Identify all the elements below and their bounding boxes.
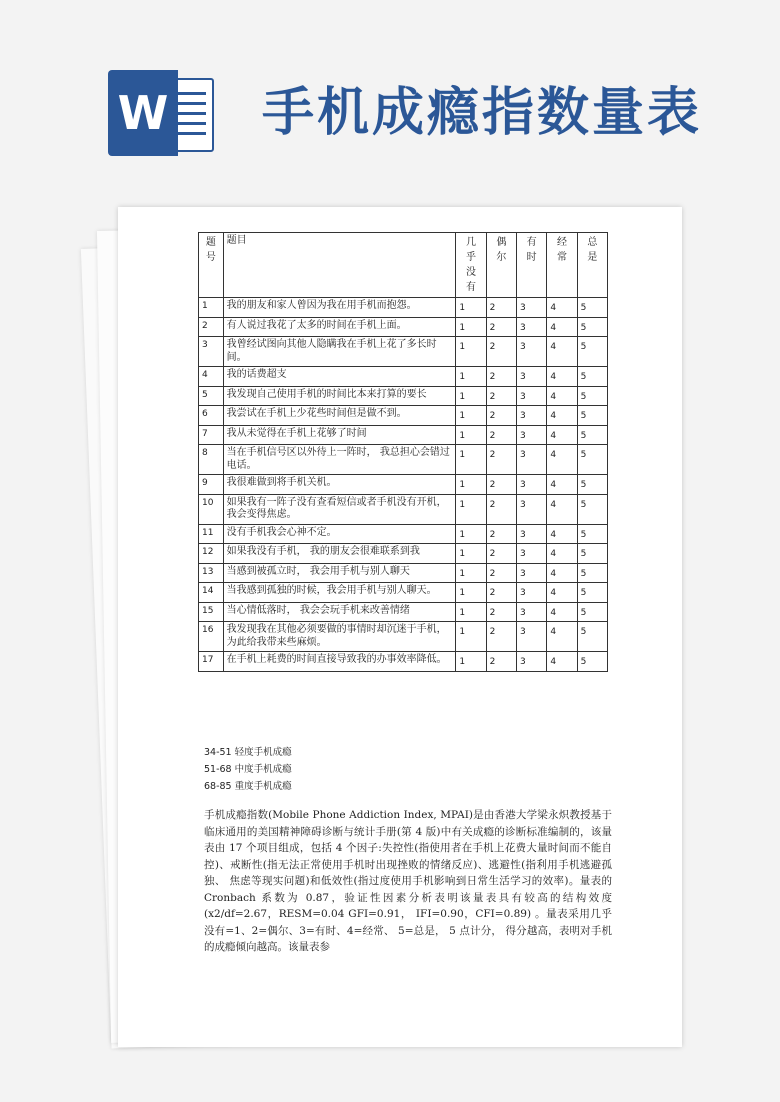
row-number: 9 bbox=[199, 475, 224, 495]
row-question: 如果我有一阵子没有查看短信或者手机没有开机， 我会变得焦虑。 bbox=[223, 494, 456, 524]
row-score: 5 bbox=[577, 475, 607, 495]
row-score: 2 bbox=[486, 386, 516, 406]
row-question: 在手机上耗费的时间直接导致我的办事效率降低。 bbox=[223, 652, 456, 672]
row-score: 1 bbox=[456, 406, 486, 426]
row-score: 2 bbox=[486, 622, 516, 652]
table-row bbox=[199, 494, 608, 524]
row-number: 16 bbox=[199, 622, 224, 652]
row-score: 4 bbox=[547, 583, 577, 603]
row-question: 我发现自己使用手机的时间比本来打算的要长 bbox=[223, 386, 456, 406]
table-row bbox=[199, 367, 608, 387]
row-score: 3 bbox=[516, 544, 546, 564]
table-row bbox=[199, 583, 608, 603]
level-mild: 34-51 轻度手机成瘾 bbox=[204, 747, 292, 758]
row-score: 2 bbox=[486, 298, 516, 318]
row-score: 5 bbox=[577, 563, 607, 583]
row-score: 3 bbox=[516, 494, 546, 524]
row-score: 1 bbox=[456, 494, 486, 524]
row-score: 4 bbox=[547, 602, 577, 622]
row-question: 有人说过我花了太多的时间在手机上面。 bbox=[223, 317, 456, 337]
row-number: 12 bbox=[199, 544, 224, 564]
table-header-row bbox=[199, 233, 608, 298]
header-option-2: 偶尔 bbox=[486, 233, 516, 298]
row-score: 3 bbox=[516, 317, 546, 337]
table-row bbox=[199, 445, 608, 475]
row-score: 4 bbox=[547, 652, 577, 672]
row-score: 1 bbox=[456, 475, 486, 495]
row-score: 1 bbox=[456, 298, 486, 318]
row-score: 1 bbox=[456, 367, 486, 387]
row-score: 2 bbox=[486, 475, 516, 495]
header bbox=[0, 0, 780, 200]
table-row bbox=[199, 337, 608, 367]
row-score: 5 bbox=[577, 544, 607, 564]
row-score: 3 bbox=[516, 602, 546, 622]
row-score: 2 bbox=[486, 367, 516, 387]
row-score: 2 bbox=[486, 425, 516, 445]
row-score: 3 bbox=[516, 337, 546, 367]
row-question: 我曾经试图向其他人隐瞒我在手机上花了多长时间。 bbox=[223, 337, 456, 367]
page-title: 手机成瘾指数量表 bbox=[262, 83, 703, 143]
level-severe: 68-85 重度手机成瘾 bbox=[204, 781, 292, 792]
row-score: 4 bbox=[547, 494, 577, 524]
table-row bbox=[199, 602, 608, 622]
row-number: 7 bbox=[199, 425, 224, 445]
row-question: 我尝试在手机上少花些时间但是做不到。 bbox=[223, 406, 456, 426]
row-score: 3 bbox=[516, 386, 546, 406]
row-question: 如果我没有手机， 我的朋友会很难联系到我 bbox=[223, 544, 456, 564]
row-score: 2 bbox=[486, 317, 516, 337]
row-score: 2 bbox=[486, 494, 516, 524]
row-score: 3 bbox=[516, 524, 546, 544]
row-score: 2 bbox=[486, 544, 516, 564]
row-score: 5 bbox=[577, 298, 607, 318]
header-question: 题目 bbox=[223, 233, 456, 298]
row-score: 1 bbox=[456, 544, 486, 564]
row-score: 1 bbox=[456, 652, 486, 672]
row-question: 我的朋友和家人曾因为我在用手机而抱怨。 bbox=[223, 298, 456, 318]
row-score: 3 bbox=[516, 475, 546, 495]
row-score: 1 bbox=[456, 622, 486, 652]
row-number: 5 bbox=[199, 386, 224, 406]
row-question: 当心情低落时， 我会会玩手机来改善情绪 bbox=[223, 602, 456, 622]
row-score: 5 bbox=[577, 583, 607, 603]
row-score: 4 bbox=[547, 406, 577, 426]
row-score: 4 bbox=[547, 475, 577, 495]
row-score: 5 bbox=[577, 367, 607, 387]
row-score: 5 bbox=[577, 445, 607, 475]
row-score: 3 bbox=[516, 406, 546, 426]
row-score: 4 bbox=[547, 524, 577, 544]
table-row bbox=[199, 317, 608, 337]
row-score: 5 bbox=[577, 425, 607, 445]
row-question: 我发现我在其他必须要做的事情时却沉迷于手机，为此给我带来些麻烦。 bbox=[223, 622, 456, 652]
row-score: 4 bbox=[547, 425, 577, 445]
row-score: 4 bbox=[547, 544, 577, 564]
header-option-3: 有时 bbox=[516, 233, 546, 298]
row-score: 4 bbox=[547, 622, 577, 652]
table-row bbox=[199, 386, 608, 406]
description-paragraph: 手机成瘾指数(Mobile Phone Addiction Index, MPAI)是由香港大学梁永炽教授基于临床通用的美国精神障碍诊断与统计手册(第 4 版)中有关成瘾的诊断标准编制的，该量表由 17 个项目组成，包括 4 个因子:失控性(指使用者在手机上花费大量时间而不能自控)、戒断性(指无法正常使用手机时出现挫败的情绪反应)、逃避性(指利用手机逃避孤独、 焦虑等现实问题)和低效性(指过度使用手机影响到日常生活学习的效率)。量表的 Cronbach 系数为 0.87，验证性因素分析表明该量表具有较高的结构效度(x2/df=2.67，RESM=0.04 GFI=0.91， IFI=0.90，CFI=0.89) 。量表采用几乎没有=1、2=偶尔、3=有时、4=经常、 5=总是， 5 点计分， 得分越高，表明对手机的成瘾倾向越高。该量表参 bbox=[204, 809, 612, 953]
header-option-5: 总是 bbox=[577, 233, 607, 298]
row-score: 2 bbox=[486, 337, 516, 367]
row-score: 4 bbox=[547, 386, 577, 406]
row-number: 2 bbox=[199, 317, 224, 337]
header-option-1: 几乎没有 bbox=[456, 233, 486, 298]
row-score: 5 bbox=[577, 652, 607, 672]
row-score: 1 bbox=[456, 425, 486, 445]
level-moderate: 51-68 中度手机成瘾 bbox=[204, 764, 292, 775]
row-score: 4 bbox=[547, 317, 577, 337]
table-row bbox=[199, 425, 608, 445]
row-score: 2 bbox=[486, 524, 516, 544]
row-score: 2 bbox=[486, 445, 516, 475]
row-score: 1 bbox=[456, 524, 486, 544]
table-row bbox=[199, 563, 608, 583]
row-score: 1 bbox=[456, 445, 486, 475]
row-score: 4 bbox=[547, 563, 577, 583]
row-score: 4 bbox=[547, 367, 577, 387]
table-row bbox=[199, 544, 608, 564]
table-row bbox=[199, 652, 608, 672]
row-number: 8 bbox=[199, 445, 224, 475]
word-document-icon bbox=[108, 70, 220, 156]
row-number: 15 bbox=[199, 602, 224, 622]
row-number: 3 bbox=[199, 337, 224, 367]
header-option-4: 经常 bbox=[547, 233, 577, 298]
row-score: 3 bbox=[516, 367, 546, 387]
word-letter-badge: W bbox=[108, 70, 178, 156]
row-score: 3 bbox=[516, 445, 546, 475]
row-question: 当感到被孤立时， 我会用手机与别人聊天 bbox=[223, 563, 456, 583]
row-score: 5 bbox=[577, 494, 607, 524]
row-number: 17 bbox=[199, 652, 224, 672]
row-score: 4 bbox=[547, 298, 577, 318]
row-score: 2 bbox=[486, 652, 516, 672]
row-score: 3 bbox=[516, 652, 546, 672]
row-score: 2 bbox=[486, 406, 516, 426]
row-question: 当我感到孤独的时候，我会用手机与别人聊天。 bbox=[223, 583, 456, 603]
row-score: 5 bbox=[577, 317, 607, 337]
row-score: 5 bbox=[577, 602, 607, 622]
table-row bbox=[199, 622, 608, 652]
row-score: 3 bbox=[516, 583, 546, 603]
header-number: 题号 bbox=[199, 233, 224, 298]
row-score: 5 bbox=[577, 386, 607, 406]
row-number: 10 bbox=[199, 494, 224, 524]
row-number: 4 bbox=[199, 367, 224, 387]
row-score: 5 bbox=[577, 337, 607, 367]
row-score: 5 bbox=[577, 622, 607, 652]
level-legend bbox=[204, 744, 292, 795]
row-score: 3 bbox=[516, 298, 546, 318]
table-row bbox=[199, 298, 608, 318]
scale-table bbox=[198, 232, 608, 672]
row-number: 14 bbox=[199, 583, 224, 603]
row-number: 1 bbox=[199, 298, 224, 318]
row-question: 我从未觉得在手机上花够了时间 bbox=[223, 425, 456, 445]
row-score: 4 bbox=[547, 445, 577, 475]
row-score: 4 bbox=[547, 337, 577, 367]
row-question: 我很难做到将手机关机。 bbox=[223, 475, 456, 495]
row-score: 1 bbox=[456, 583, 486, 603]
row-score: 3 bbox=[516, 563, 546, 583]
row-score: 1 bbox=[456, 337, 486, 367]
row-score: 1 bbox=[456, 317, 486, 337]
row-score: 5 bbox=[577, 524, 607, 544]
row-score: 2 bbox=[486, 602, 516, 622]
row-question: 当在手机信号区以外待上一阵时， 我总担心会错过电话。 bbox=[223, 445, 456, 475]
row-question: 我的话费超支 bbox=[223, 367, 456, 387]
row-score: 1 bbox=[456, 563, 486, 583]
table-row bbox=[199, 524, 608, 544]
table-row bbox=[199, 406, 608, 426]
row-score: 3 bbox=[516, 425, 546, 445]
row-number: 13 bbox=[199, 563, 224, 583]
row-score: 3 bbox=[516, 622, 546, 652]
row-score: 5 bbox=[577, 406, 607, 426]
row-score: 1 bbox=[456, 386, 486, 406]
row-score: 1 bbox=[456, 602, 486, 622]
document-page bbox=[118, 207, 682, 1047]
table-row bbox=[199, 475, 608, 495]
row-number: 6 bbox=[199, 406, 224, 426]
row-question: 没有手机我会心神不定。 bbox=[223, 524, 456, 544]
row-score: 2 bbox=[486, 563, 516, 583]
row-score: 2 bbox=[486, 583, 516, 603]
row-number: 11 bbox=[199, 524, 224, 544]
